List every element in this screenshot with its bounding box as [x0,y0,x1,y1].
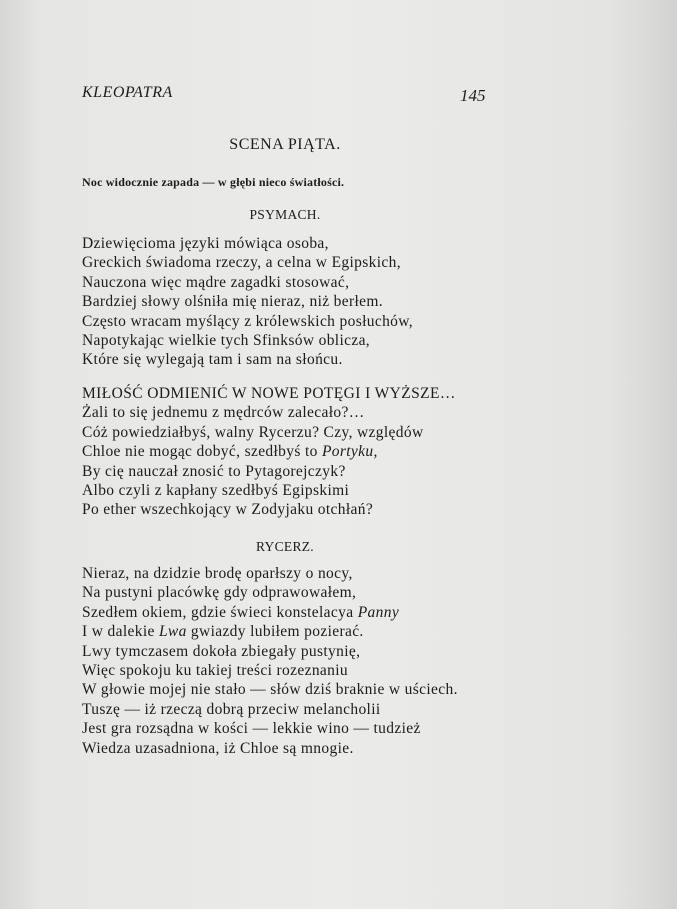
verse-line [82,234,413,253]
verse-stanza [82,564,458,758]
verse-text: Dziewięcioma języki mówiąca osoba, [82,235,329,252]
verse-line [82,603,458,622]
verse-text: Szedłem okiem, gdzie świeci konstelacya [82,603,358,621]
scene-title: SCENA PIĄTA. [229,136,341,153]
verse-text: Lwy tymczasem dokoła zbiegały pustynię, [82,642,361,660]
verse-text: Napotykając wielkie tych Sfinksów oblicza, [82,332,371,350]
verse-line [82,564,458,583]
page-number: 145 [460,86,486,105]
verse-line [82,500,456,519]
verse-line [82,312,413,331]
verse-line [82,384,456,403]
verse-line [82,403,456,422]
verse-text: Greckich świadoma rzeczy, a celna w Egipskich, [82,254,401,272]
verse-text: Po ether wszechkojący w Zodyjaku otchłań? [82,501,374,519]
running-head-title: KLEOPATRA [82,84,173,101]
verse-text: I w dalekie [82,623,159,641]
verse-stanza [82,384,456,520]
verse-italic-text: Panny [357,603,400,621]
verse-text: Często wracam myślący z królewskich posłuchów, [82,312,414,330]
stage-direction: Noc widocznie zapada — w głębi nieco światłości. [82,175,345,189]
verse-text: Na pustyni placówkę gdy odprawowałem, [82,584,357,602]
verse-text: Tuszę — iż rzeczą dobrą przeciw melancholii [82,700,381,718]
verse-text: gwiazdy lubiłem pozierać. [186,623,364,641]
verse-italic-text: Portyku, [321,443,378,461]
verse-line [82,292,413,311]
verse-italic-text: Lwa [158,623,187,641]
verse-line [82,661,458,680]
verse-text: Żali to się jednemu z mędrców zalecało?… [82,404,365,422]
verse-text: Albo czyli z kapłany szedłbyś Egipskimi [82,482,350,500]
verse-line [82,350,413,369]
verse-line [82,622,458,641]
verse-text: Nauczona więc mądre zagadki stosować, [82,273,350,291]
verse-text: Jest gra rozsądna w kości — lekkie wino — tudzież [82,720,421,738]
verse-line [82,253,413,272]
verse-text: Które się wylegają tam i sam na słońcu. [82,351,343,369]
verse-text: Wiedza uzasadniona, iż Chloe są mnogie. [82,739,354,757]
verse-line [82,739,458,758]
verse-text: Chloe nie mogąc dobyć, szedłbyś to [82,443,322,461]
verse-line [82,462,456,481]
verse-stanza [82,234,413,370]
speaker-name: RYCERZ. [256,539,314,554]
verse-text: Nieraz, na dzidzie brodę oparłszy o nocy, [82,565,353,582]
verse-line [82,423,456,442]
verse-line [82,680,458,699]
verse-text: W głowie mojej nie stało — słów dziś braknie w uściech. [82,681,458,699]
verse-text: By cię nauczał znosić to Pytagorejczyk? [82,462,346,480]
verse-line [82,583,458,602]
verse-line [82,700,458,719]
verse-line [82,331,413,350]
verse-text: Cóż powiedziałbyś, walny Rycerzu? Czy, względów [82,423,424,441]
verse-line [82,273,413,292]
verse-line [82,719,458,738]
verse-text: MIŁOŚĆ ODMIENIĆ W NOWE POTĘGI I WYŻSZE… [82,385,456,402]
verse-line [82,442,456,461]
speaker-name: PSYMACH. [249,207,321,222]
verse-text: Bardziej słowy olśniła mię nieraz, niż berłem. [82,293,384,311]
verse-line [82,642,458,661]
verse-text: Więc spokoju ku takiej treści rozeznaniu [82,662,349,680]
verse-line [82,481,456,500]
